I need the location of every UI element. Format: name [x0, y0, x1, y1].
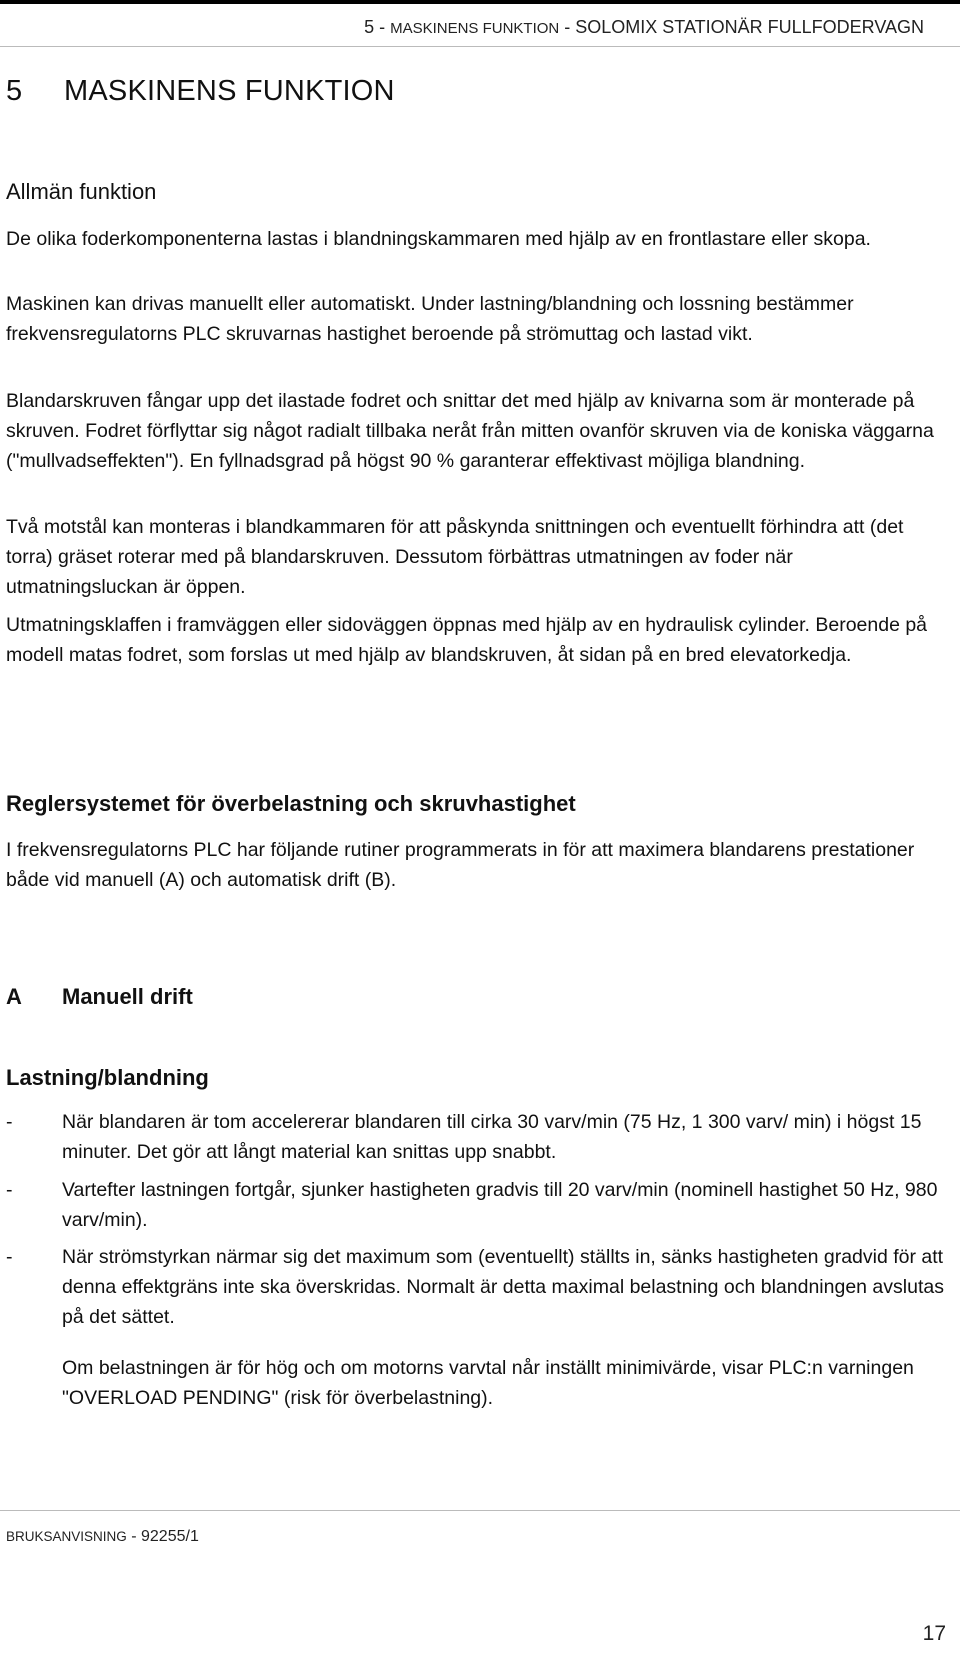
section-heading-general: Allmän funktion — [6, 179, 157, 204]
section-heading-manual — [6, 984, 193, 1010]
footer-manual-label: BRUKSANVISNING — [6, 1529, 127, 1544]
chapter-title — [6, 75, 395, 108]
section-heading-regulation: Reglersystemet för överbelastning och skruvhastighet — [6, 791, 576, 816]
paragraph-general-3: Blandarskruven fångar upp det ilastade fodret och snittar det med hjälp av knivarna som är monterade på skruven. Fodret förflyttar sig något radialt tillbaka neråt från mitten ovanför skruven via de koniska väggarna ("mullvadseffekten"). En fyllnadsgrad på högst 90 % garanterar effektivast möjliga blandning. — [6, 390, 934, 472]
list-item — [6, 1107, 946, 1167]
header-chapter-name: MASKINENS FUNKTION — [390, 20, 560, 37]
footer-divider — [0, 1510, 960, 1511]
running-header — [364, 17, 924, 38]
list-item-text: När blandaren är tom accelererar blandaren till cirka 30 varv/min (75 Hz, 1 300 varv/ min) i högst 15 minuter. Det gör att långt material kan snittas upp snabbt. — [62, 1111, 922, 1163]
list-item-text: När strömstyrkan närmar sig det maximum som (eventuellt) ställts in, sänks hastigheten gradvid för att denna effektgräns inte ska överskridas. Normalt är detta maximal belastning och blandningen avslutas på det sättet. — [62, 1246, 944, 1328]
page-number: 17 — [922, 1622, 946, 1645]
subheading-loading: Lastning/blandning — [6, 1065, 209, 1090]
header-chapter-number: 5 - — [364, 17, 391, 37]
paragraph-general-2: Maskinen kan drivas manuellt eller automatiskt. Under lastning/blandning och lossning bestämmer frekvensregulatorns PLC skruvarnas hastighet beroende på strömuttag och lastad vikt. — [6, 293, 854, 345]
chapter-title-number: 5 — [6, 75, 23, 107]
chapter-title-text: MASKINENS FUNKTION — [64, 75, 395, 107]
paragraph-regulation: I frekvensregulatorns PLC har följande rutiner programmerats in för att maximera blandarens prestationer både vid manuell (A) och automatisk drift (B). — [6, 839, 915, 891]
paragraph-general-4: Två motstål kan monteras i blandkammaren för att påskynda snittningen och eventuellt förhindra att (det torra) gräset roterar med på blandarskruven. Dessutom förbättras utmatningen av foder när utmatningsluckan är öppen. — [6, 516, 904, 598]
list-item — [6, 1175, 946, 1235]
top-border — [0, 0, 960, 4]
list-item — [6, 1242, 946, 1332]
header-product: SOLOMIX STATIONÄR FULLFODERVAGN — [575, 17, 924, 37]
list-dash: - — [6, 1111, 13, 1133]
paragraph-general-1: De olika foderkomponenterna lastas i blandningskammaren med hjälp av en frontlastare eller skopa. — [6, 228, 871, 250]
manual-title: Manuell drift — [62, 984, 193, 1009]
footer-doc-number: - 92255/1 — [126, 1528, 199, 1545]
paragraph-general-5: Utmatningsklaffen i framväggen eller sidoväggen öppnas med hjälp av en hydraulisk cylinder. Beroende på modell matas fodret, som forslas ut med hjälp av blandskruven, åt sidan på en bred elevatorkedja. — [6, 614, 928, 666]
manual-letter: A — [6, 984, 22, 1009]
footer-document-id — [6, 1528, 199, 1546]
list-dash: - — [6, 1246, 13, 1268]
overload-note: Om belastningen är för hög och om motorns varvtal når inställt minimivärde, visar PLC:n varningen "OVERLOAD PENDING" (risk för överbelastning). — [62, 1357, 914, 1409]
header-divider — [0, 46, 960, 47]
header-separator: - — [559, 17, 576, 37]
list-item-text: Vartefter lastningen fortgår, sjunker hastigheten gradvis till 20 varv/min (nominell hastighet 50 Hz, 980 varv/min). — [62, 1179, 938, 1231]
list-dash: - — [6, 1179, 13, 1201]
